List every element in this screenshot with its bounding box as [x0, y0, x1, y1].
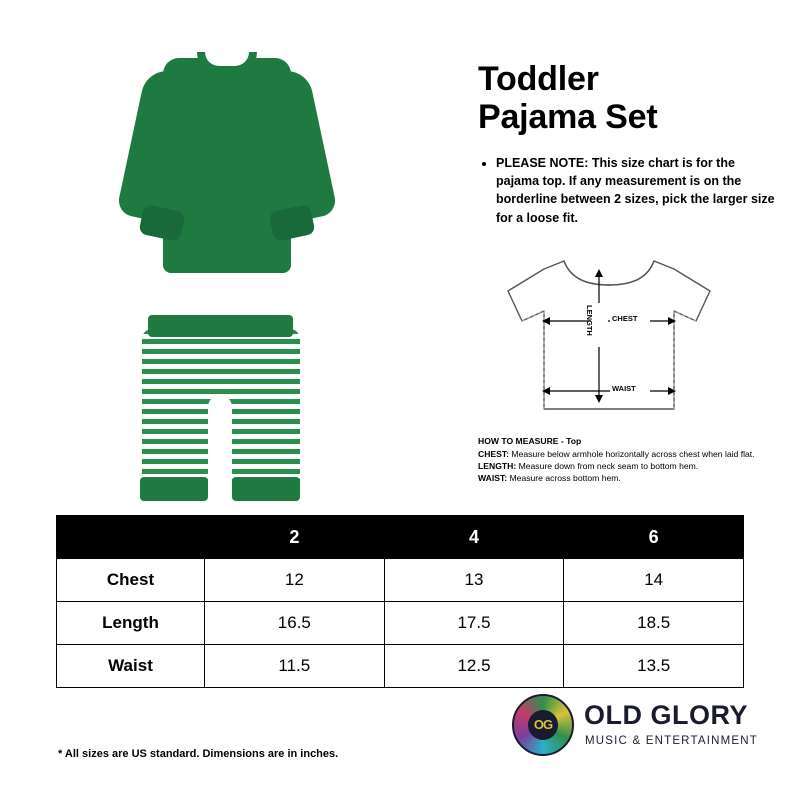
cell-waist-size-6: 13.5	[564, 645, 744, 688]
please-note-list	[478, 154, 778, 227]
how-to-measure-chest-term: CHEST:	[478, 448, 510, 459]
row-label-chest: Chest	[57, 559, 205, 602]
pajama-pants-graphic	[90, 245, 340, 490]
pajama-leg-gap	[208, 395, 232, 491]
cell-waist-size-4: 12.5	[384, 645, 564, 688]
please-note-text: • PLEASE NOTE: This size chart is for the pajama top. If any measurement is on the borderline between 2 sizes, pick the larger size for a loose fit.	[496, 154, 778, 227]
table-header-size-6: 6	[564, 516, 744, 559]
diagram-label-waist: WAIST	[612, 383, 636, 393]
page-title-line-2: Pajama Set	[478, 98, 658, 137]
cell-chest-size-6: 14	[564, 559, 744, 602]
cell-length-size-2: 16.5	[205, 602, 385, 645]
brand-tagline: MUSIC & ENTERTAINMENT	[585, 735, 759, 747]
diagram-label-chest: CHEST	[612, 313, 638, 323]
tshirt-diagram-svg	[486, 243, 732, 429]
table-row	[57, 559, 744, 602]
table-row	[57, 602, 744, 645]
page-title-line-1: Toddler	[478, 60, 599, 98]
how-to-measure-length-text: Measure down from neck seam to bottom hem.	[516, 461, 699, 472]
how-to-measure-chest-text: Measure below armhole horizontally across chest when laid flat.	[509, 448, 755, 459]
brand-logo	[512, 694, 762, 766]
cell-length-size-6: 18.5	[564, 602, 744, 645]
how-to-measure-length	[478, 460, 768, 472]
brand-name: OLD GLORY	[584, 700, 748, 730]
info-column	[478, 60, 778, 484]
cell-chest-size-4: 13	[384, 559, 564, 602]
product-illustration	[70, 20, 410, 490]
cell-length-size-4: 17.5	[384, 602, 564, 645]
measurement-diagram	[486, 243, 732, 429]
size-chart-table	[56, 515, 744, 688]
pajama-ankle-cuff-right	[232, 477, 300, 501]
brand-monogram: OG	[530, 712, 556, 738]
table-header-size-4: 4	[384, 516, 564, 559]
brand-logo-icon	[512, 694, 574, 756]
table-corner-cell	[57, 516, 205, 559]
page-title	[478, 60, 778, 136]
cell-waist-size-2: 11.5	[205, 645, 385, 688]
cell-chest-size-2: 12	[205, 559, 385, 602]
size-chart-body	[57, 559, 744, 688]
row-label-length: Length	[57, 602, 205, 645]
how-to-measure-waist-text: Measure across bottom hem.	[507, 473, 621, 484]
table-row	[57, 645, 744, 688]
how-to-measure-chest	[478, 448, 768, 460]
pajama-top-graphic	[125, 40, 325, 270]
pajama-top-body	[163, 58, 291, 273]
diagram-label-length: LENGTH	[585, 304, 594, 336]
how-to-measure-heading: HOW TO MEASURE - Top	[478, 435, 582, 446]
size-chart-header	[57, 516, 744, 559]
how-to-measure-waist	[478, 472, 768, 484]
table-header-row	[57, 516, 744, 559]
how-to-measure-length-term: LENGTH:	[478, 461, 517, 472]
pajama-ankle-cuff-left	[140, 477, 208, 501]
pajama-waistband	[148, 315, 293, 337]
how-to-measure-block	[478, 435, 768, 485]
table-header-size-2: 2	[205, 516, 385, 559]
how-to-measure-waist-term: WAIST:	[478, 473, 508, 484]
row-label-waist: Waist	[57, 645, 205, 688]
footnote: * All sizes are US standard. Dimensions are in inches.	[58, 748, 339, 760]
